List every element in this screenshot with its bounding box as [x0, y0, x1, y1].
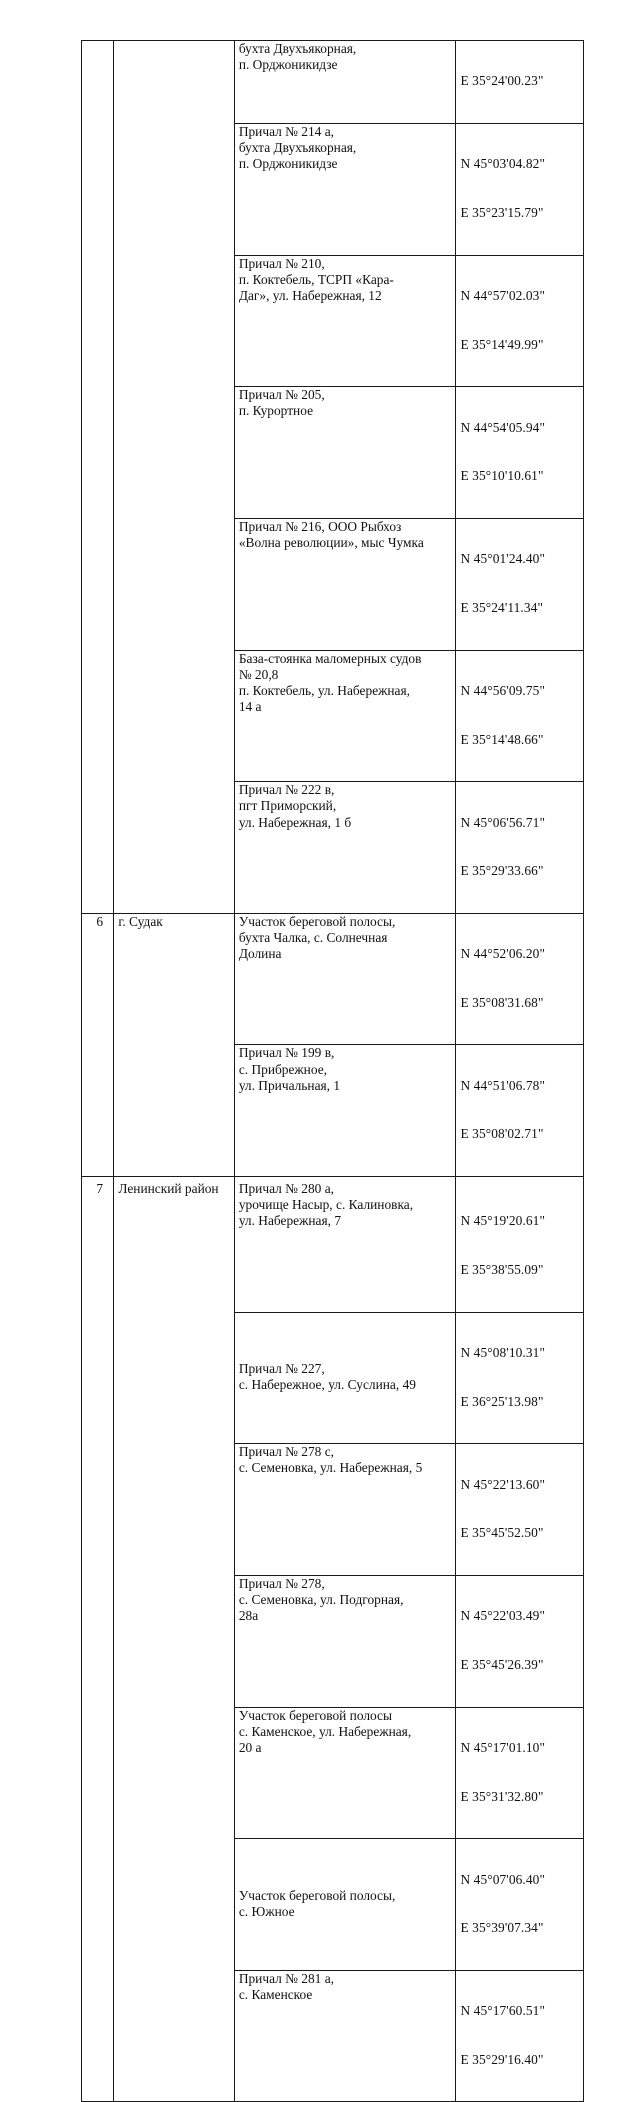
- place-cell: [234, 650, 456, 782]
- coordinates-cell: [456, 650, 584, 782]
- coordinate-line: E 35°14'48.66": [460, 731, 544, 747]
- coordinate-line: E 35°29'33.66": [460, 863, 544, 879]
- place-line: пгт Приморский,: [238, 798, 337, 814]
- coordinates-cell: [456, 387, 584, 519]
- place-line: Причал № 205,: [238, 387, 325, 403]
- region-cell: [114, 41, 234, 914]
- place-line: бухта Двухъякорная,: [238, 140, 357, 156]
- place-cell: [234, 1177, 456, 1313]
- row-number-cell: 7: [82, 1177, 114, 2102]
- coordinate-line: E 35°24'11.34": [460, 599, 544, 615]
- place-cell: [234, 518, 456, 650]
- coordinates-cell: [456, 782, 584, 914]
- coordinate-line: N 45°08'10.31": [460, 1345, 546, 1361]
- coordinate-line: E 35°31'32.80": [460, 1788, 544, 1804]
- coordinate-line: N 45°17'01.10": [460, 1739, 546, 1755]
- place-line: Причал № 210,: [238, 255, 325, 271]
- place-cell: [234, 1970, 456, 2102]
- coordinate-line: N 44°52'06.20": [460, 946, 546, 962]
- place-line: Участок береговой полосы,: [238, 913, 396, 929]
- coordinate-line: N 45°01'24.40": [460, 551, 546, 567]
- coordinate-line: N 45°22'03.49": [460, 1608, 546, 1624]
- coordinate-line: N 44°57'02.03": [460, 288, 546, 304]
- coordinate-line: N 45°17'60.51": [460, 2003, 546, 2019]
- coordinates-cell: [456, 1045, 584, 1177]
- place-line: ул. Набережная, 7: [238, 1213, 342, 1229]
- coordinates-cell: [456, 1312, 584, 1444]
- place-cell: [234, 1444, 456, 1576]
- place-line: п. Орджоникидзе: [238, 57, 338, 73]
- coordinate-line: N 44°54'05.94": [460, 419, 546, 435]
- place-line: Причал № 281 а,: [238, 1970, 335, 1986]
- coordinate-line: E 35°10'10.61": [460, 468, 544, 484]
- place-line: Причал № 222 в,: [238, 782, 335, 798]
- coordinate-line: N 45°22'13.60": [460, 1476, 546, 1492]
- coordinates-cell: [456, 1839, 584, 1971]
- region-cell: Ленинский район: [114, 1177, 234, 2102]
- place-line: Участок береговой полосы: [238, 1707, 392, 1723]
- place-cell: [234, 913, 456, 1045]
- region-cell: г. Судак: [114, 913, 234, 1176]
- place-line: Причал № 280 а,: [238, 1181, 335, 1197]
- place-line: бухта Двухъякорная,: [238, 41, 357, 56]
- coordinate-line: E 35°14'49.99": [460, 336, 544, 352]
- coordinates-cell: [456, 1970, 584, 2102]
- row-number-cell: 6: [82, 913, 114, 1176]
- place-line: с. Семеновка, ул. Подгорная,: [238, 1592, 404, 1608]
- place-line: Причал № 216, ООО Рыбхоз: [238, 518, 402, 534]
- place-cell: [234, 1045, 456, 1177]
- place-cell: [234, 387, 456, 519]
- place-cell: [234, 1707, 456, 1839]
- place-line: Причал № 199 в,: [238, 1045, 335, 1061]
- place-line: п. Курортное: [238, 403, 314, 419]
- place-cell: [234, 782, 456, 914]
- place-line: урочище Насыр, с. Калиновка,: [238, 1197, 414, 1213]
- table-row: [82, 41, 584, 124]
- coordinate-line: E 35°24'00.23": [460, 73, 544, 89]
- place-line: ул. Причальная, 1: [238, 1077, 341, 1093]
- place-line: с. Семеновка, ул. Набережная, 5: [238, 1460, 423, 1476]
- coordinates-cell: [456, 41, 584, 124]
- coordinate-line: N 45°03'04.82": [460, 156, 546, 172]
- place-line: с. Набережное, ул. Суслина, 49: [238, 1377, 416, 1393]
- place-line: База-стоянка маломерных судов: [238, 650, 422, 666]
- place-cell: [234, 1312, 456, 1444]
- coordinate-line: N 45°06'56.71": [460, 814, 546, 830]
- coordinates-cell: [456, 1444, 584, 1576]
- coordinate-line: E 35°38'55.09": [460, 1262, 544, 1278]
- place-line: с. Каменское, ул. Набережная,: [238, 1723, 412, 1739]
- coordinates-cell: [456, 1575, 584, 1707]
- place-line: п. Коктебель, ул. Набережная,: [238, 682, 411, 698]
- place-line: ул. Набережная, 1 б: [238, 814, 352, 830]
- place-line: бухта Чалка, с. Солнечная: [238, 929, 388, 945]
- place-line: Причал № 227,: [238, 1361, 325, 1377]
- coordinate-line: N 45°07'06.40": [460, 1871, 546, 1887]
- coordinate-line: E 35°45'26.39": [460, 1656, 544, 1672]
- coordinate-line: E 35°29'16.40": [460, 2051, 544, 2067]
- place-line: Участок береговой полосы,: [238, 1887, 396, 1903]
- place-line: № 20,8: [238, 666, 279, 682]
- coordinate-line: E 36°25'13.98": [460, 1393, 544, 1409]
- coordinate-line: E 35°08'02.71": [460, 1126, 544, 1142]
- place-line: Причал № 278 с,: [238, 1444, 335, 1460]
- place-cell: [234, 1575, 456, 1707]
- place-line: 20 а: [238, 1739, 262, 1755]
- place-line: Причал № 214 а,: [238, 124, 335, 140]
- coordinate-line: N 44°56'09.75": [460, 682, 546, 698]
- coordinates-cell: [456, 255, 584, 387]
- row-number-cell: [82, 41, 114, 914]
- place-cell: [234, 124, 456, 256]
- place-cell: [234, 1839, 456, 1971]
- coordinates-cell: [456, 1177, 584, 1313]
- place-line: с. Каменское: [238, 1986, 313, 2002]
- table-row: [82, 913, 584, 1045]
- coordinate-line: N 45°19'20.61": [460, 1213, 546, 1229]
- place-line: Долина: [238, 946, 282, 962]
- coordinate-line: E 35°23'15.79": [460, 205, 544, 221]
- place-cell: [234, 41, 456, 124]
- place-line: Причал № 278,: [238, 1575, 325, 1591]
- place-line: п. Орджоникидзе: [238, 156, 338, 172]
- coordinate-line: E 35°45'52.50": [460, 1525, 544, 1541]
- coordinates-cell: [456, 1707, 584, 1839]
- coordinates-table: [81, 40, 584, 2102]
- coordinate-line: N 44°51'06.78": [460, 1077, 546, 1093]
- coordinates-cell: [456, 518, 584, 650]
- coordinates-cell: [456, 124, 584, 256]
- place-line: 14 а: [238, 699, 262, 715]
- place-cell: [234, 255, 456, 387]
- coordinate-line: E 35°39'07.34": [460, 1920, 544, 1936]
- coordinate-line: E 35°08'31.68": [460, 994, 544, 1010]
- place-line: «Волна революции», мыс Чумка: [238, 535, 424, 551]
- place-line: Даг», ул. Набережная, 12: [238, 288, 382, 304]
- table-row: [82, 1177, 584, 1313]
- place-line: с. Прибрежное,: [238, 1061, 328, 1077]
- place-line: 28а: [238, 1608, 259, 1624]
- place-line: с. Южное: [238, 1903, 295, 1919]
- coordinates-cell: [456, 913, 584, 1045]
- place-line: п. Коктебель, ТСРП «Кара-: [238, 271, 394, 287]
